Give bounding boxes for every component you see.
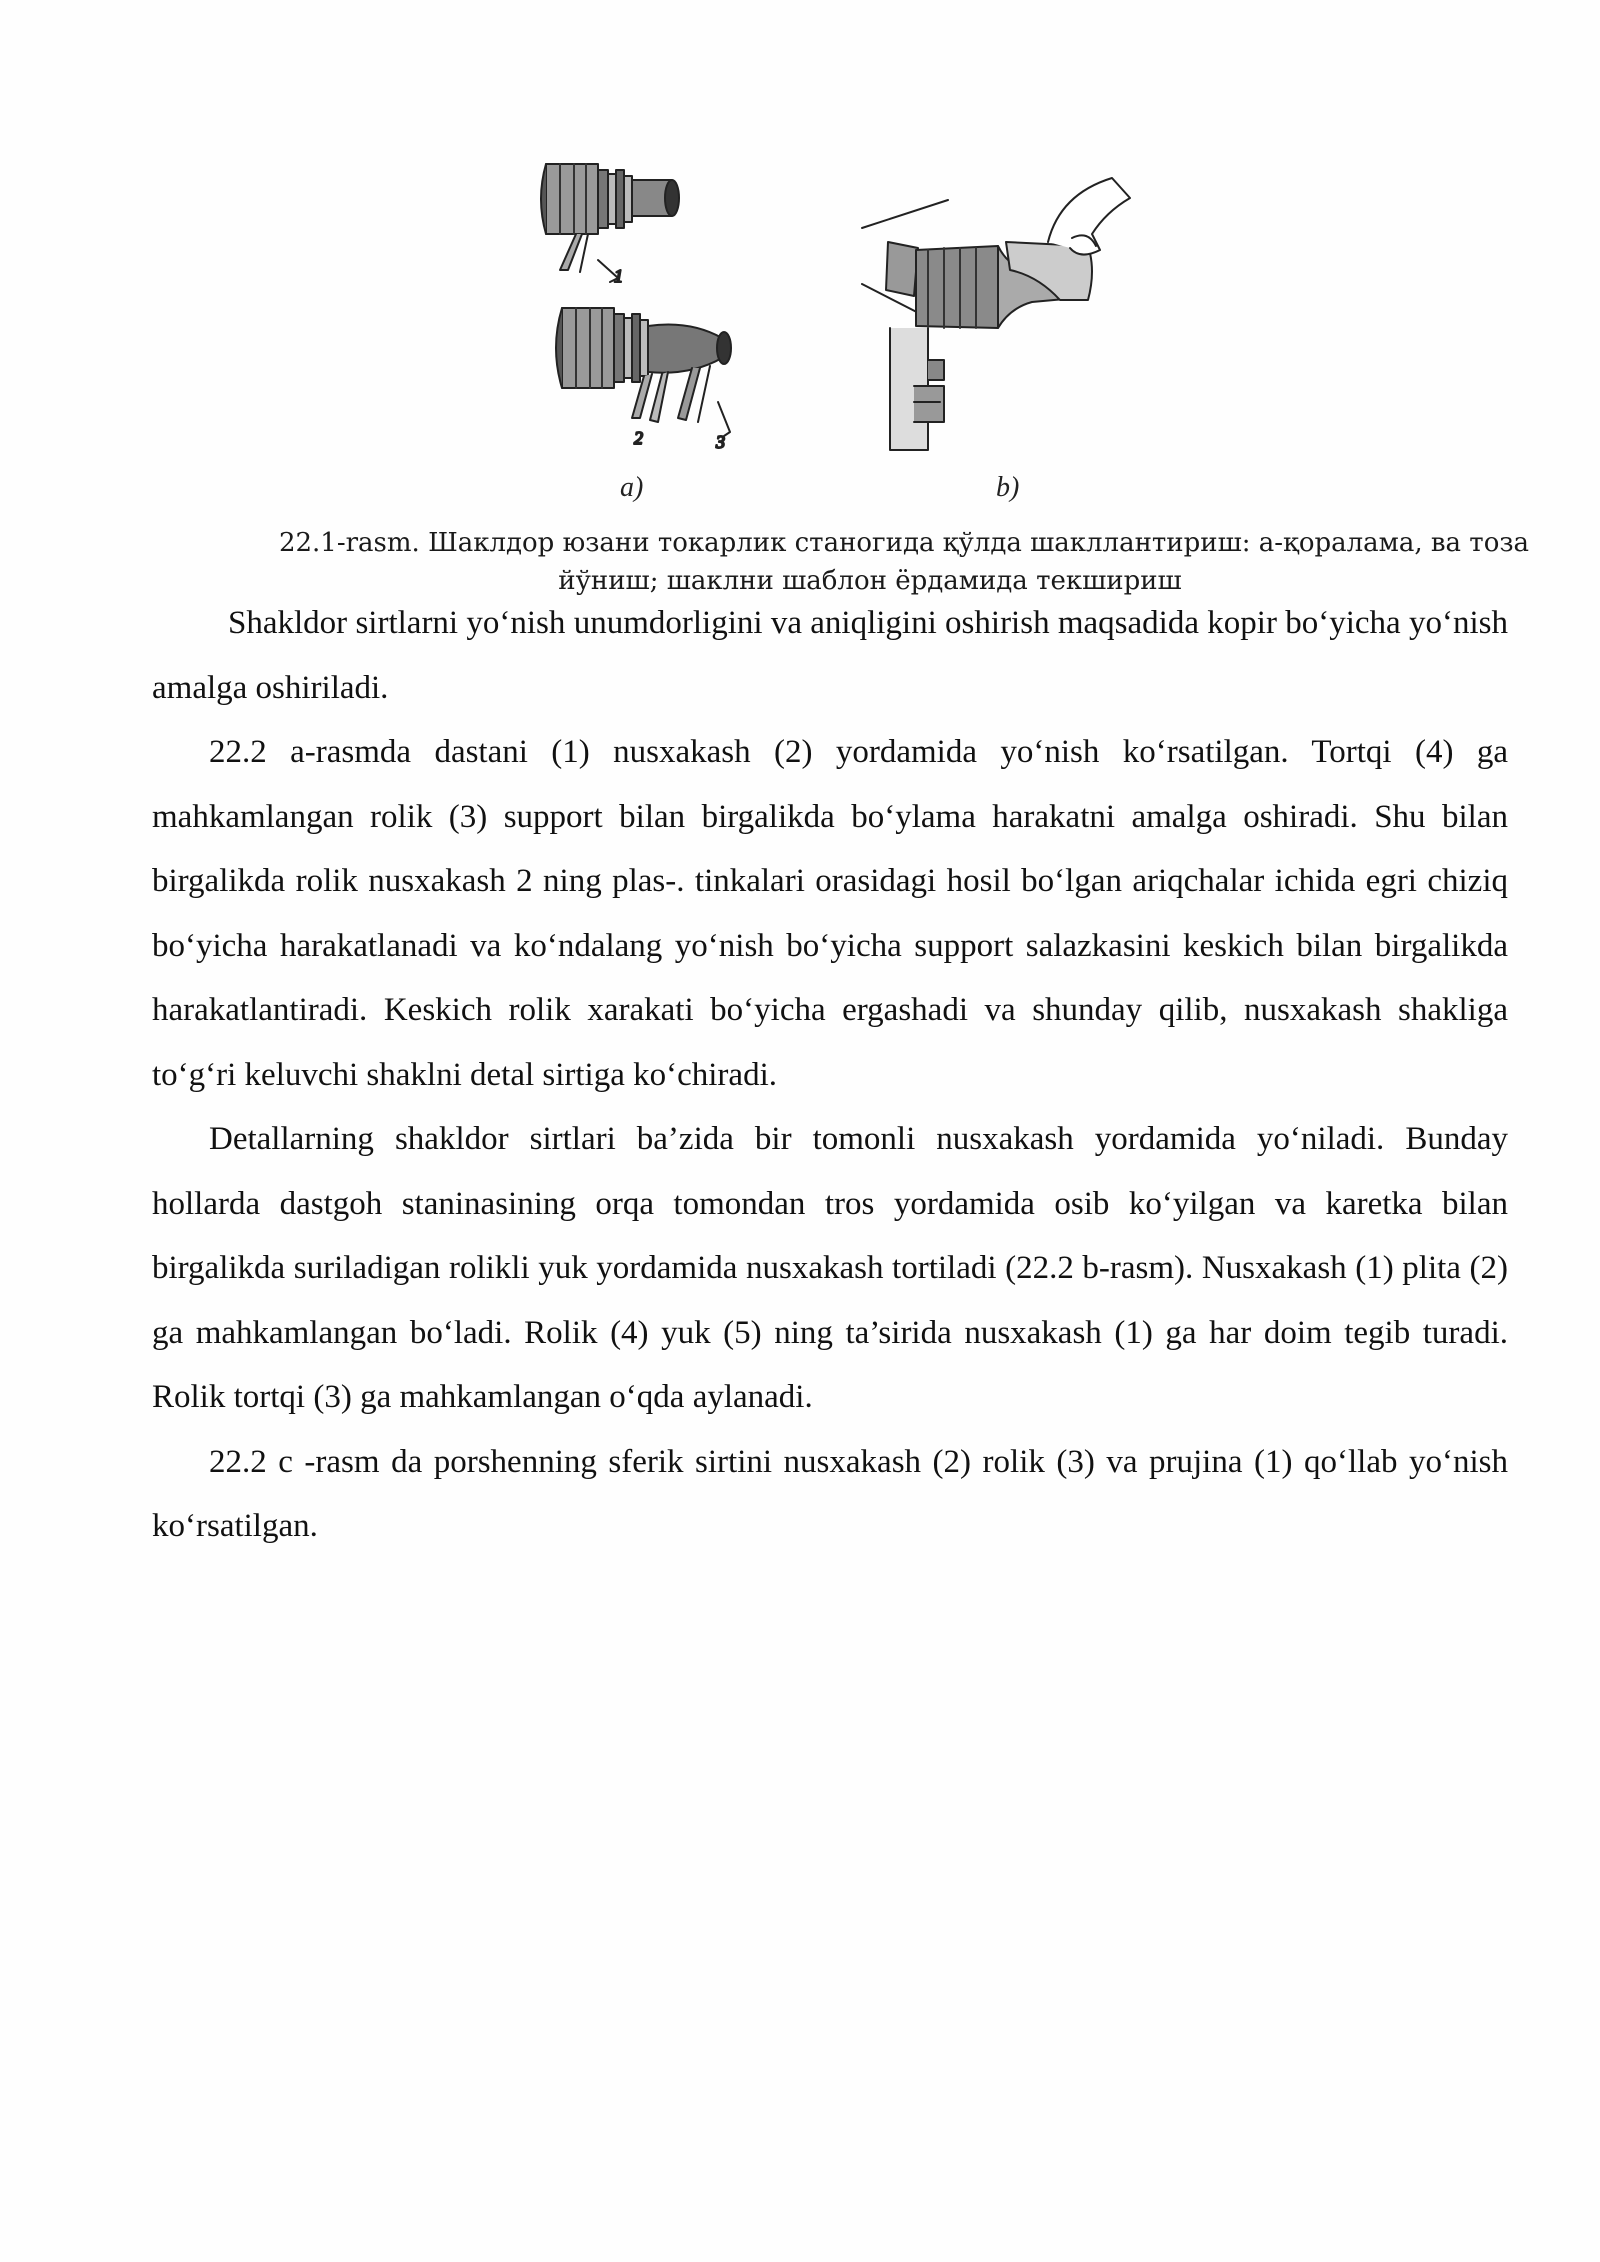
- template-check: [862, 178, 1130, 450]
- caption-line-2: йўниш; шаклни шаблон ёрдамида текшириш: [558, 566, 1182, 596]
- paragraph-copier-b: Detallarning shakldor sirtlari ba’zida bir tomonli nusxakash yordamida yo‘niladi. Bunday hollarda dastgoh staninasining orqa tomondan tros yordamida osib ko‘yilgan va karetka bilan birgalikda suriladigan rolikli yuk yordamida nusxakash tortiladi (22.2 b-rasm). Nusxakash (1) plita (2) ga mahkamlangan bo‘ladi. Rolik (4) yuk (5) ning ta’sirida nusxakash (1) ga har doim tegib turadi. Rolik tortqi (3) ga mahkamlangan o‘qda aylanadi.: [152, 1121, 1508, 1415]
- workpiece-bottom: [556, 308, 731, 436]
- paragraph-copier-c: 22.2 c -rasm da porshenning sferik sirtini nusxakash (2) rolik (3) va prujina (1) qo‘llab yo‘nish ko‘rsatilgan.: [152, 1443, 1508, 1544]
- panel-a-label: a): [620, 472, 644, 503]
- body-text: [152, 591, 1508, 1559]
- caption-line-1: 22.1-rasm. Шаклдор юзани токарлик станогида қўлда шакллантириш: а-қоралама, ва тоза: [278, 528, 1530, 558]
- panel-b-label: b): [996, 472, 1020, 503]
- callout-2: 2: [634, 428, 643, 448]
- paragraph-copier-a: 22.2 a-rasmda dastani (1) nusxakash (2) yordamida yo‘nish ko‘rsatilgan. Tortqi (4) ga mahkamlangan rolik (3) support bilan birgalikda bo‘ylama harakatni amalga oshiradi. Shu bilan birgalikda rolik nusxakash 2 ning plas-. tinkalari orasidagi hosil bo‘lgan ariqchalar ichida egri chiziq bo‘yicha harakatlanadi va ko‘ndalang yo‘nish bo‘yicha support salazkasini keskich bilan birgalikda harakatlantiradi. Keskich rolik xarakati bo‘yicha ergashadi va shunday qilib, nusxakash shakliga to‘g‘ri keluvchi shaklni detal sirtiga ko‘chiradi.: [152, 734, 1508, 1093]
- paragraph-intro: Shakldor sirtlarni yo‘nish unumdorligini va aniqligini oshirish maqsadida kopir bo‘yicha yo‘nish amalga oshiriladi.: [152, 605, 1508, 706]
- figure-22-1: [540, 150, 1220, 510]
- figure-illustration: [540, 150, 1220, 510]
- workpiece-top: [541, 164, 679, 282]
- callout-1: 1: [614, 266, 623, 286]
- callout-3: 3: [716, 432, 725, 452]
- figure-caption: [200, 524, 1540, 600]
